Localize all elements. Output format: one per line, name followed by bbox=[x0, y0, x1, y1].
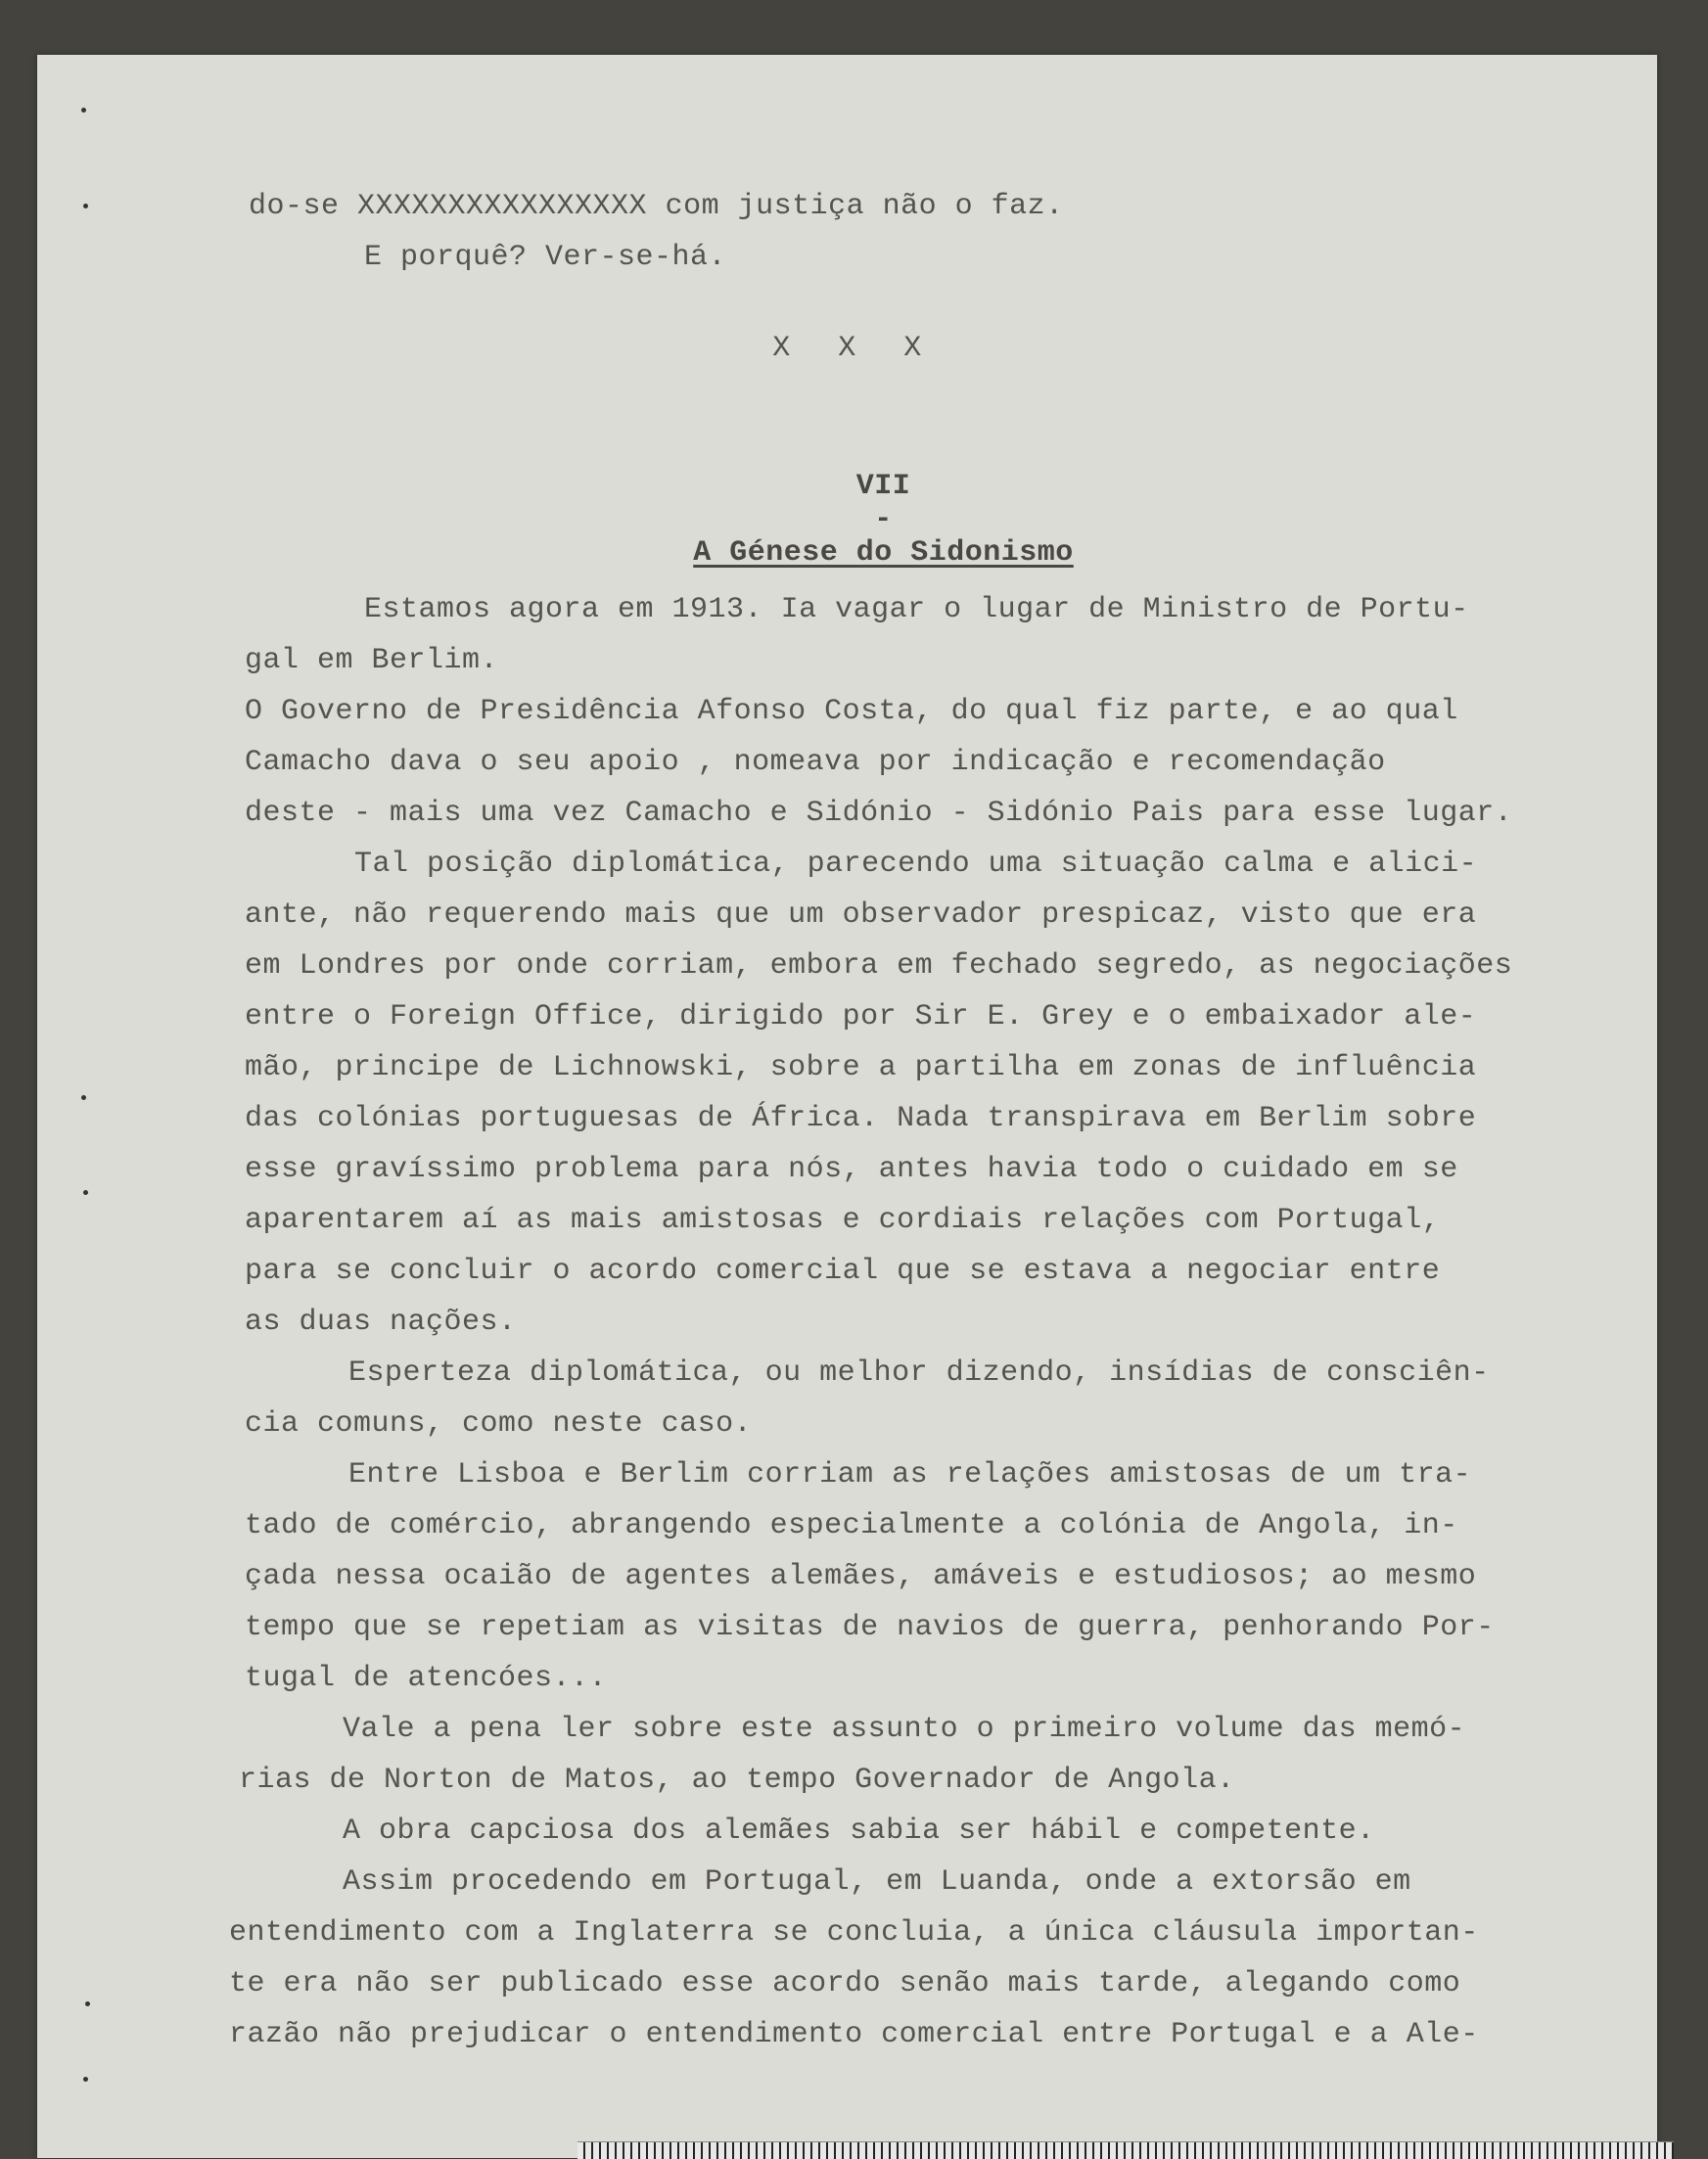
text-line: O Governo de Presidência Afonso Costa, do qual fiz parte, e ao qual bbox=[245, 695, 1458, 728]
text-line: Camacho dava o seu apoio , nomeava por indicação e recomendação bbox=[245, 746, 1386, 779]
binder-hole-mark bbox=[83, 204, 88, 208]
binder-hole-mark bbox=[81, 1095, 86, 1100]
chapter-title: A Génese do Sidonismo bbox=[693, 536, 1074, 570]
text-line: entre o Foreign Office, dirigido por Sir E. Grey e o embaixador ale- bbox=[245, 1000, 1477, 1034]
text-line: gal em Berlim. bbox=[245, 644, 499, 677]
chapter-number: VII bbox=[855, 470, 911, 503]
text-line: Assim procedendo em Portugal, em Luanda, onde a extorsão em bbox=[343, 1865, 1411, 1899]
text-line: as duas nações. bbox=[245, 1306, 517, 1339]
text-line: deste - mais uma vez Camacho e Sidónio - Sidónio Pais para esse lugar. bbox=[245, 797, 1513, 830]
text-line: do-se XXXXXXXXXXXXXXXX com justiça não o faz. bbox=[249, 190, 1064, 223]
text-line: tado de comércio, abrangendo especialmente a colónia de Angola, in- bbox=[245, 1509, 1458, 1542]
text-line: çada nessa ocaião de agentes alemães, amáveis e estudiosos; ao mesmo bbox=[245, 1560, 1477, 1593]
binder-hole-mark bbox=[83, 2077, 88, 2082]
text-line: esse gravíssimo problema para nós, antes havia todo o cuidado em se bbox=[245, 1153, 1458, 1186]
text-line: tugal de atencóes... bbox=[245, 1662, 608, 1695]
text-line: rias de Norton de Matos, ao tempo Governador de Angola. bbox=[239, 1764, 1235, 1797]
binder-hole-mark bbox=[83, 1190, 88, 1195]
text-line: aparentarem aí as mais amistosas e cordiais relações com Portugal, bbox=[245, 1204, 1441, 1237]
binder-hole-mark bbox=[81, 108, 86, 113]
text-line: Tal posição diplomática, parecendo uma situação calma e alici- bbox=[354, 848, 1478, 881]
text-line: das colónias portuguesas de África. Nada transpirava em Berlim sobre bbox=[245, 1102, 1477, 1135]
section-separator: X X X bbox=[772, 332, 922, 365]
text-line: E porquê? Ver-se-há. bbox=[364, 241, 727, 274]
text-line: ante, não requerendo mais que um observador prespicaz, visto que era bbox=[245, 898, 1477, 932]
text-line: A obra capciosa dos alemães sabia ser hábil e competente. bbox=[343, 1814, 1375, 1848]
chapter-dash: - bbox=[874, 503, 893, 536]
binder-hole-mark bbox=[85, 2001, 90, 2006]
text-line: em Londres por onde corriam, embora em fechado segredo, as negociações bbox=[245, 949, 1513, 983]
chapter-heading bbox=[37, 436, 1657, 603]
text-line: para se concluir o acordo comercial que se estava a negociar entre bbox=[245, 1255, 1441, 1288]
scale-ruler bbox=[577, 2141, 1674, 2159]
text-line: cia comuns, como neste caso. bbox=[245, 1407, 753, 1441]
text-line: Vale a pena ler sobre este assunto o primeiro volume das memó- bbox=[343, 1713, 1466, 1746]
text-line: entendimento com a Inglaterra se concluia, a única cláusula importan- bbox=[229, 1916, 1479, 1950]
text-line: Entre Lisboa e Berlim corriam as relações amistosas de um tra- bbox=[348, 1458, 1472, 1492]
text-line: razão não prejudicar o entendimento comercial entre Portugal e a Ale- bbox=[229, 2018, 1479, 2051]
typed-page bbox=[37, 55, 1657, 2158]
text-line: te era não ser publicado esse acordo senão mais tarde, alegando como bbox=[229, 1967, 1461, 2000]
text-line: Esperteza diplomática, ou melhor dizendo, insídias de consciên- bbox=[348, 1356, 1490, 1390]
text-line: Estamos agora em 1913. Ia vagar o lugar de Ministro de Portu- bbox=[364, 593, 1469, 626]
text-line: tempo que se repetiam as visitas de navios de guerra, penhorando Por- bbox=[245, 1611, 1495, 1644]
text-line: mão, principe de Lichnowski, sobre a partilha em zonas de influência bbox=[245, 1051, 1477, 1084]
